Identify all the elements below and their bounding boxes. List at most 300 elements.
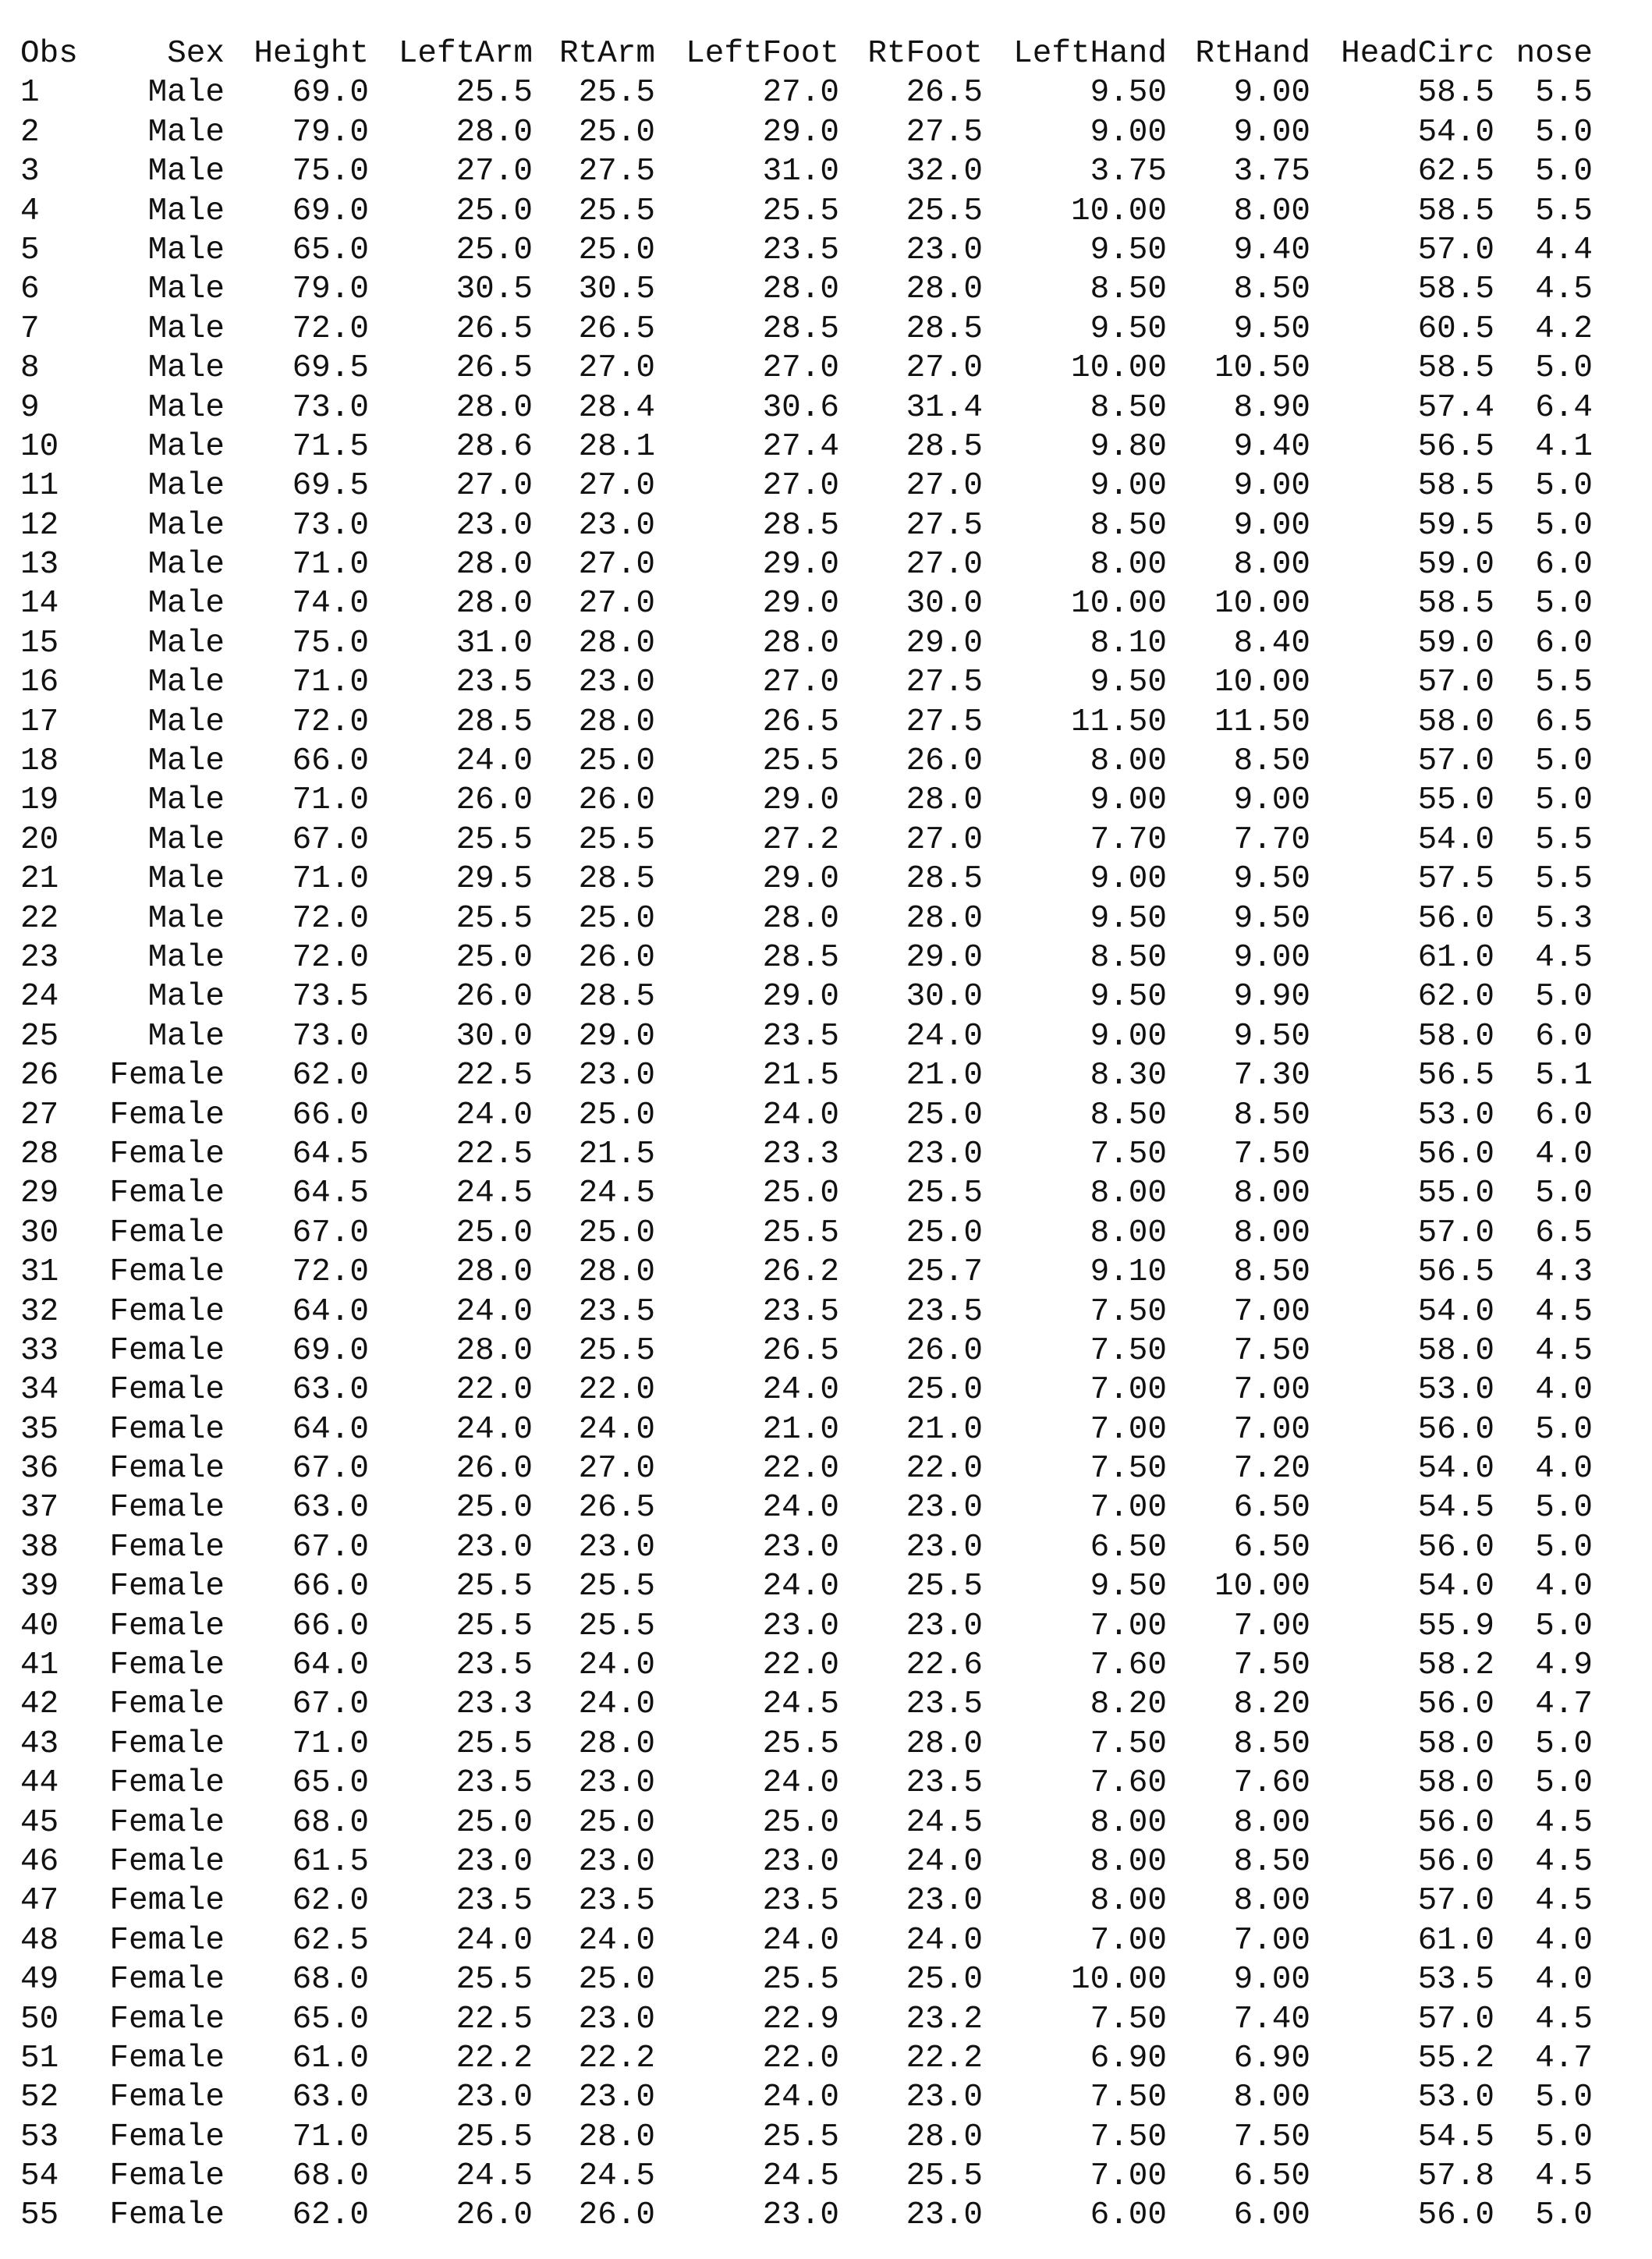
cell-height: 64.0 — [292, 1647, 369, 1684]
cell-headcirc: 53.0 — [1417, 2080, 1494, 2116]
cell-height: 71.0 — [292, 782, 369, 819]
cell-lefthand: 7.00 — [1090, 2158, 1167, 2195]
cell-height: 63.0 — [292, 2080, 369, 2116]
cell-obs: 22 — [20, 900, 59, 937]
cell-rtfoot: 24.0 — [906, 1018, 983, 1055]
table-row — [20, 1332, 1643, 1371]
cell-headcirc: 58.2 — [1417, 1647, 1494, 1684]
cell-obs: 5 — [20, 232, 40, 268]
table-row — [20, 466, 1643, 505]
cell-rtfoot: 25.5 — [906, 1569, 983, 1605]
cell-obs: 14 — [20, 586, 59, 622]
cell-rtfoot: 27.5 — [906, 665, 983, 701]
table-row — [20, 703, 1643, 742]
table-row — [20, 1214, 1643, 1253]
cell-height: 67.0 — [292, 821, 369, 858]
cell-sex: Female — [109, 1411, 225, 1448]
table-row — [20, 1803, 1643, 1842]
cell-rtarm: 23.0 — [578, 1843, 655, 1880]
cell-obs: 51 — [20, 2040, 59, 2076]
cell-leftfoot: 26.5 — [762, 1332, 839, 1369]
cell-headcirc: 57.8 — [1417, 2158, 1494, 2195]
cell-lefthand: 8.10 — [1090, 625, 1167, 661]
cell-nose: 4.5 — [1535, 2158, 1593, 2195]
cell-lefthand: 9.00 — [1090, 861, 1167, 898]
table-row — [20, 231, 1643, 270]
cell-rthand: 8.40 — [1233, 625, 1310, 661]
cell-headcirc: 53.0 — [1417, 1372, 1494, 1409]
cell-lefthand: 7.60 — [1090, 1765, 1167, 1802]
cell-rtarm: 26.5 — [578, 310, 655, 347]
cell-leftarm: 24.5 — [456, 1176, 533, 1212]
cell-rtfoot: 23.0 — [906, 2197, 983, 2234]
cell-nose: 5.0 — [1535, 743, 1593, 780]
cell-lefthand: 7.00 — [1090, 1411, 1167, 1448]
table-row — [20, 1921, 1643, 1960]
table-row — [20, 310, 1643, 349]
cell-rtarm: 26.0 — [578, 2197, 655, 2234]
cell-leftfoot: 22.0 — [762, 1451, 839, 1488]
column-header-leftarm: LeftArm — [398, 36, 533, 72]
cell-leftarm: 28.0 — [456, 1332, 533, 1369]
cell-leftarm: 26.0 — [456, 979, 533, 1016]
cell-headcirc: 58.5 — [1417, 193, 1494, 229]
table-row — [20, 781, 1643, 820]
cell-lefthand: 6.50 — [1090, 1529, 1167, 1566]
cell-nose: 5.0 — [1535, 2119, 1593, 2155]
table-row — [20, 1685, 1643, 1724]
cell-rthand: 9.00 — [1233, 468, 1310, 505]
cell-rthand: 9.40 — [1233, 428, 1310, 465]
cell-rthand: 8.50 — [1233, 1725, 1310, 1762]
cell-rthand: 7.00 — [1233, 1293, 1310, 1330]
cell-headcirc: 57.0 — [1417, 743, 1494, 780]
cell-height: 69.0 — [292, 193, 369, 229]
cell-rtarm: 25.0 — [578, 1215, 655, 1251]
cell-lefthand: 7.50 — [1090, 2080, 1167, 2116]
cell-height: 69.0 — [292, 1332, 369, 1369]
cell-obs: 3 — [20, 154, 40, 190]
column-header-nose: nose — [1516, 36, 1593, 72]
cell-rtarm: 24.0 — [578, 1922, 655, 1959]
cell-rthand: 7.30 — [1233, 1058, 1310, 1094]
cell-leftfoot: 22.9 — [762, 2001, 839, 2037]
cell-leftfoot: 28.5 — [762, 310, 839, 347]
cell-rthand: 8.50 — [1233, 1097, 1310, 1133]
cell-nose: 5.0 — [1535, 1411, 1593, 1448]
cell-rtfoot: 24.0 — [906, 1922, 983, 1959]
cell-rtfoot: 21.0 — [906, 1411, 983, 1448]
cell-lefthand: 9.50 — [1090, 900, 1167, 937]
cell-headcirc: 54.5 — [1417, 2119, 1494, 2155]
table-row — [20, 1764, 1643, 1803]
cell-nose: 5.0 — [1535, 2197, 1593, 2234]
cell-rtarm: 23.0 — [578, 665, 655, 701]
cell-lefthand: 8.50 — [1090, 939, 1167, 976]
cell-rthand: 6.90 — [1233, 2040, 1310, 2076]
cell-leftfoot: 23.0 — [762, 1843, 839, 1880]
cell-leftarm: 28.0 — [456, 389, 533, 426]
cell-height: 62.0 — [292, 1883, 369, 1920]
cell-obs: 9 — [20, 389, 40, 426]
cell-rtarm: 25.5 — [578, 1608, 655, 1644]
cell-sex: Female — [109, 2040, 225, 2076]
cell-leftarm: 22.5 — [456, 2001, 533, 2037]
table-row — [20, 624, 1643, 663]
cell-leftarm: 28.0 — [456, 547, 533, 583]
cell-rtfoot: 27.0 — [906, 468, 983, 505]
cell-rtarm: 21.5 — [578, 1136, 655, 1172]
cell-rtarm: 28.5 — [578, 861, 655, 898]
cell-nose: 4.4 — [1535, 232, 1593, 268]
cell-lefthand: 8.00 — [1090, 1176, 1167, 1212]
cell-height: 73.0 — [292, 507, 369, 544]
cell-obs: 45 — [20, 1804, 59, 1841]
cell-headcirc: 56.5 — [1417, 1058, 1494, 1094]
cell-headcirc: 53.5 — [1417, 1962, 1494, 1998]
cell-rthand: 7.20 — [1233, 1451, 1310, 1488]
data-listing — [20, 34, 1643, 2236]
cell-headcirc: 60.5 — [1417, 310, 1494, 347]
cell-lefthand: 8.20 — [1090, 1686, 1167, 1723]
cell-rthand: 3.75 — [1233, 154, 1310, 190]
cell-headcirc: 57.0 — [1417, 665, 1494, 701]
cell-lefthand: 9.50 — [1090, 232, 1167, 268]
table-row — [20, 1174, 1643, 1213]
cell-headcirc: 57.5 — [1417, 861, 1494, 898]
column-header-headcirc: HeadCirc — [1341, 36, 1494, 72]
table-row — [20, 1371, 1643, 1410]
cell-rtfoot: 27.5 — [906, 114, 983, 151]
cell-leftarm: 25.0 — [456, 232, 533, 268]
cell-sex: Male — [147, 939, 225, 976]
cell-lefthand: 11.50 — [1070, 704, 1167, 740]
cell-obs: 32 — [20, 1293, 59, 1330]
cell-rthand: 6.50 — [1233, 1490, 1310, 1527]
cell-obs: 48 — [20, 1922, 59, 1959]
cell-rtarm: 23.0 — [578, 1529, 655, 1566]
cell-nose: 4.5 — [1535, 1843, 1593, 1880]
cell-rthand: 7.50 — [1233, 1136, 1310, 1172]
cell-lefthand: 8.50 — [1090, 1097, 1167, 1133]
cell-leftarm: 25.0 — [456, 193, 533, 229]
cell-height: 66.0 — [292, 1569, 369, 1605]
cell-rthand: 9.00 — [1233, 75, 1310, 112]
cell-rtarm: 23.0 — [578, 2080, 655, 2116]
cell-sex: Female — [109, 1608, 225, 1644]
cell-rthand: 9.00 — [1233, 1962, 1310, 1998]
cell-leftfoot: 25.5 — [762, 193, 839, 229]
cell-nose: 5.0 — [1535, 1490, 1593, 1527]
cell-leftarm: 23.0 — [456, 1843, 533, 1880]
cell-nose: 4.1 — [1535, 428, 1593, 465]
cell-leftfoot: 27.0 — [762, 468, 839, 505]
cell-obs: 49 — [20, 1962, 59, 1998]
cell-leftarm: 24.0 — [456, 1097, 533, 1133]
cell-nose: 5.5 — [1535, 665, 1593, 701]
cell-rtarm: 25.0 — [578, 232, 655, 268]
cell-obs: 8 — [20, 350, 40, 387]
cell-nose: 5.0 — [1535, 2080, 1593, 2116]
table-row — [20, 1881, 1643, 1920]
cell-height: 67.0 — [292, 1529, 369, 1566]
column-header-rtfoot: RtFoot — [867, 36, 983, 72]
cell-leftarm: 24.0 — [456, 1411, 533, 1448]
cell-rthand: 10.00 — [1214, 586, 1310, 622]
cell-rthand: 7.50 — [1233, 2119, 1310, 2155]
table-row — [20, 1056, 1643, 1095]
cell-nose: 5.0 — [1535, 468, 1593, 505]
table-row — [20, 545, 1643, 584]
cell-rtarm: 25.5 — [578, 193, 655, 229]
cell-leftfoot: 27.2 — [762, 821, 839, 858]
cell-nose: 5.5 — [1535, 821, 1593, 858]
cell-rtarm: 22.0 — [578, 1372, 655, 1409]
cell-rtfoot: 23.5 — [906, 1765, 983, 1802]
cell-obs: 30 — [20, 1215, 59, 1251]
cell-rthand: 6.00 — [1233, 2197, 1310, 2234]
cell-leftfoot: 27.0 — [762, 665, 839, 701]
cell-leftarm: 26.5 — [456, 350, 533, 387]
cell-sex: Male — [147, 743, 225, 780]
table-row — [20, 1607, 1643, 1646]
cell-nose: 4.2 — [1535, 310, 1593, 347]
cell-rthand: 10.50 — [1214, 350, 1310, 387]
cell-leftarm: 25.5 — [456, 1608, 533, 1644]
cell-sex: Male — [147, 1018, 225, 1055]
cell-lefthand: 3.75 — [1090, 154, 1167, 190]
cell-sex: Female — [109, 2001, 225, 2037]
cell-rthand: 8.00 — [1233, 1804, 1310, 1841]
cell-sex: Male — [147, 547, 225, 583]
cell-headcirc: 54.0 — [1417, 821, 1494, 858]
cell-headcirc: 57.0 — [1417, 1883, 1494, 1920]
cell-rtarm: 23.0 — [578, 1765, 655, 1802]
cell-leftfoot: 23.5 — [762, 232, 839, 268]
cell-rtarm: 23.0 — [578, 507, 655, 544]
cell-height: 67.0 — [292, 1215, 369, 1251]
table-row — [20, 1646, 1643, 1685]
cell-obs: 23 — [20, 939, 59, 976]
cell-nose: 4.5 — [1535, 1332, 1593, 1369]
cell-leftfoot: 24.5 — [762, 2158, 839, 2195]
cell-rtfoot: 25.5 — [906, 193, 983, 229]
cell-rtarm: 28.1 — [578, 428, 655, 465]
table-row — [20, 2000, 1643, 2039]
cell-rtfoot: 27.0 — [906, 821, 983, 858]
cell-obs: 36 — [20, 1451, 59, 1488]
cell-headcirc: 57.4 — [1417, 389, 1494, 426]
cell-nose: 6.5 — [1535, 1215, 1593, 1251]
cell-leftarm: 25.5 — [456, 1725, 533, 1762]
cell-leftarm: 28.5 — [456, 704, 533, 740]
cell-lefthand: 8.00 — [1090, 1215, 1167, 1251]
cell-rtarm: 25.0 — [578, 1804, 655, 1841]
cell-nose: 5.0 — [1535, 154, 1593, 190]
cell-headcirc: 58.0 — [1417, 1765, 1494, 1802]
cell-nose: 4.0 — [1535, 1372, 1593, 1409]
cell-rthand: 8.00 — [1233, 1176, 1310, 1212]
cell-lefthand: 10.00 — [1070, 1962, 1167, 1998]
cell-leftarm: 31.0 — [456, 625, 533, 661]
cell-rthand: 7.60 — [1233, 1765, 1310, 1802]
cell-rthand: 9.00 — [1233, 939, 1310, 976]
cell-leftarm: 23.0 — [456, 507, 533, 544]
cell-leftfoot: 24.0 — [762, 2080, 839, 2116]
cell-rtfoot: 23.0 — [906, 1490, 983, 1527]
cell-leftarm: 25.0 — [456, 1804, 533, 1841]
cell-sex: Male — [147, 310, 225, 347]
cell-sex: Male — [147, 389, 225, 426]
cell-lefthand: 7.50 — [1090, 1725, 1167, 1762]
cell-headcirc: 59.0 — [1417, 625, 1494, 661]
cell-lefthand: 9.00 — [1090, 782, 1167, 819]
cell-leftfoot: 28.0 — [762, 625, 839, 661]
cell-rtfoot: 25.0 — [906, 1962, 983, 1998]
cell-height: 79.0 — [292, 114, 369, 151]
cell-leftarm: 24.0 — [456, 743, 533, 780]
cell-rtarm: 25.0 — [578, 900, 655, 937]
cell-rtarm: 25.0 — [578, 1097, 655, 1133]
cell-leftfoot: 23.5 — [762, 1018, 839, 1055]
cell-obs: 7 — [20, 310, 40, 347]
cell-nose: 5.0 — [1535, 979, 1593, 1016]
cell-leftfoot: 24.0 — [762, 1372, 839, 1409]
cell-rtarm: 24.0 — [578, 1647, 655, 1684]
cell-leftfoot: 27.4 — [762, 428, 839, 465]
cell-leftarm: 27.0 — [456, 154, 533, 190]
cell-rtarm: 28.0 — [578, 1254, 655, 1291]
cell-leftarm: 25.5 — [456, 1962, 533, 1998]
cell-obs: 21 — [20, 861, 59, 898]
cell-headcirc: 54.0 — [1417, 1569, 1494, 1605]
cell-lefthand: 8.50 — [1090, 389, 1167, 426]
cell-rtarm: 29.0 — [578, 1018, 655, 1055]
cell-obs: 20 — [20, 821, 59, 858]
cell-lefthand: 8.00 — [1090, 743, 1167, 780]
cell-nose: 5.5 — [1535, 75, 1593, 112]
table-row — [20, 2039, 1643, 2078]
cell-leftfoot: 25.0 — [762, 1804, 839, 1841]
cell-lefthand: 9.00 — [1090, 468, 1167, 505]
cell-leftfoot: 23.0 — [762, 1529, 839, 1566]
table-row — [20, 1725, 1643, 1764]
cell-lefthand: 8.00 — [1090, 547, 1167, 583]
cell-rtarm: 25.5 — [578, 75, 655, 112]
cell-rtfoot: 23.5 — [906, 1686, 983, 1723]
cell-headcirc: 58.0 — [1417, 1332, 1494, 1369]
cell-rtfoot: 22.6 — [906, 1647, 983, 1684]
cell-lefthand: 7.70 — [1090, 821, 1167, 858]
cell-leftfoot: 23.0 — [762, 1608, 839, 1644]
cell-height: 64.0 — [292, 1411, 369, 1448]
cell-leftarm: 24.0 — [456, 1922, 533, 1959]
cell-lefthand: 8.50 — [1090, 507, 1167, 544]
cell-sex: Male — [147, 979, 225, 1016]
cell-nose: 5.0 — [1535, 1765, 1593, 1802]
cell-rtfoot: 25.0 — [906, 1372, 983, 1409]
cell-lefthand: 7.00 — [1090, 1922, 1167, 1959]
cell-leftfoot: 30.6 — [762, 389, 839, 426]
cell-leftarm: 28.0 — [456, 1254, 533, 1291]
cell-nose: 5.0 — [1535, 350, 1593, 387]
cell-rthand: 6.50 — [1233, 1529, 1310, 1566]
cell-lefthand: 9.00 — [1090, 1018, 1167, 1055]
cell-sex: Male — [147, 428, 225, 465]
cell-sex: Female — [109, 1254, 225, 1291]
cell-lefthand: 7.50 — [1090, 2001, 1167, 2037]
cell-obs: 13 — [20, 547, 59, 583]
cell-nose: 5.5 — [1535, 193, 1593, 229]
cell-obs: 27 — [20, 1097, 59, 1133]
cell-rthand: 8.00 — [1233, 2080, 1310, 2116]
cell-rtarm: 26.0 — [578, 939, 655, 976]
table-row — [20, 1135, 1643, 1174]
cell-sex: Female — [109, 1686, 225, 1723]
cell-rtarm: 27.0 — [578, 586, 655, 622]
cell-leftarm: 25.0 — [456, 939, 533, 976]
cell-headcirc: 56.0 — [1417, 2197, 1494, 2234]
cell-obs: 24 — [20, 979, 59, 1016]
table-row — [20, 506, 1643, 545]
cell-sex: Male — [147, 782, 225, 819]
cell-sex: Female — [109, 1058, 225, 1094]
cell-obs: 33 — [20, 1332, 59, 1369]
cell-headcirc: 54.0 — [1417, 114, 1494, 151]
cell-obs: 46 — [20, 1843, 59, 1880]
cell-nose: 6.0 — [1535, 1018, 1593, 1055]
cell-height: 64.5 — [292, 1176, 369, 1212]
cell-headcirc: 62.5 — [1417, 154, 1494, 190]
cell-rtarm: 25.0 — [578, 1962, 655, 1998]
cell-rtarm: 25.5 — [578, 1569, 655, 1605]
cell-sex: Male — [147, 704, 225, 740]
cell-rthand: 7.70 — [1233, 821, 1310, 858]
cell-rthand: 9.00 — [1233, 507, 1310, 544]
cell-leftfoot: 25.5 — [762, 1215, 839, 1251]
cell-obs: 4 — [20, 193, 40, 229]
header-row — [20, 34, 1643, 73]
cell-sex: Male — [147, 468, 225, 505]
cell-rtarm: 30.5 — [578, 271, 655, 308]
cell-leftarm: 23.0 — [456, 2080, 533, 2116]
cell-obs: 34 — [20, 1372, 59, 1409]
cell-obs: 2 — [20, 114, 40, 151]
cell-rtfoot: 26.5 — [906, 75, 983, 112]
cell-sex: Male — [147, 271, 225, 308]
cell-rthand: 9.50 — [1233, 1018, 1310, 1055]
cell-lefthand: 9.50 — [1090, 310, 1167, 347]
cell-obs: 38 — [20, 1529, 59, 1566]
cell-leftarm: 25.5 — [456, 821, 533, 858]
cell-rthand: 7.00 — [1233, 1411, 1310, 1448]
cell-nose: 4.7 — [1535, 1686, 1593, 1723]
table-row — [20, 1410, 1643, 1449]
cell-headcirc: 55.9 — [1417, 1608, 1494, 1644]
cell-nose: 6.5 — [1535, 704, 1593, 740]
cell-rtarm: 24.5 — [578, 1176, 655, 1212]
cell-rtarm: 25.0 — [578, 743, 655, 780]
cell-leftfoot: 26.5 — [762, 704, 839, 740]
cell-nose: 4.0 — [1535, 1922, 1593, 1959]
cell-rthand: 9.40 — [1233, 232, 1310, 268]
cell-leftarm: 25.5 — [456, 1569, 533, 1605]
cell-obs: 31 — [20, 1254, 59, 1291]
cell-height: 64.5 — [292, 1136, 369, 1172]
cell-nose: 4.5 — [1535, 1804, 1593, 1841]
cell-obs: 47 — [20, 1883, 59, 1920]
cell-leftfoot: 29.0 — [762, 861, 839, 898]
